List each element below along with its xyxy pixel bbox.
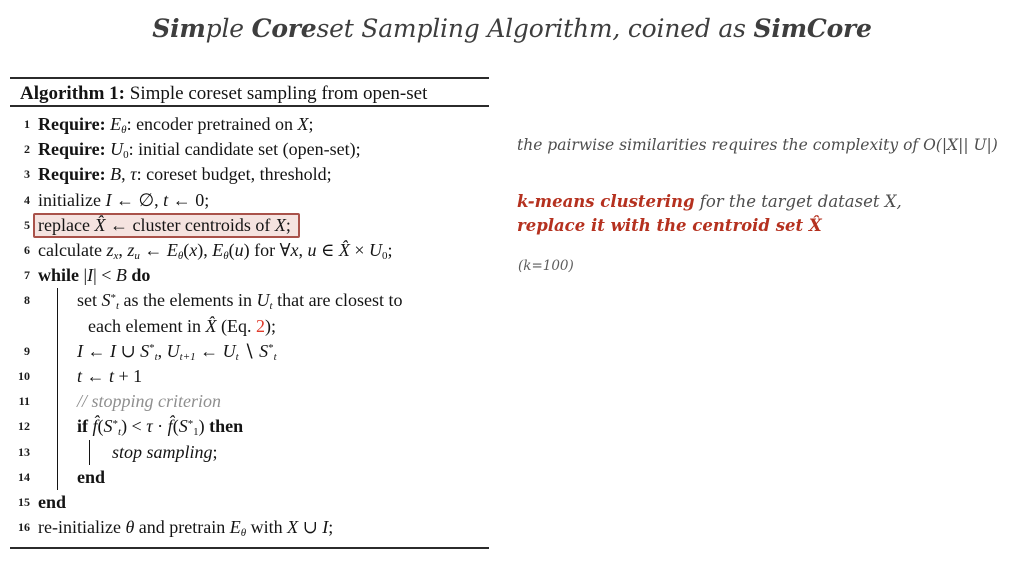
algo-line-3: [10, 162, 489, 187]
text-segment: ): [198, 416, 210, 437]
text-segment: Simple coreset sampling from open-set: [129, 83, 428, 104]
text-segment: Algorithm 1:: [20, 83, 130, 104]
text-segment: set Sampling Algorithm, coined as: [316, 14, 754, 43]
text-segment: for the target dataset X,: [694, 192, 902, 211]
text-segment: ←: [195, 340, 223, 361]
block-indent-bar: [57, 440, 489, 465]
line-number: 7: [24, 268, 30, 283]
text-segment: Core: [251, 14, 317, 43]
line-number: 1: [24, 117, 30, 131]
line-number: 14: [18, 469, 30, 484]
text-segment: f̂: [92, 416, 98, 437]
text-segment: ;: [328, 517, 334, 538]
text-segment: X: [274, 214, 286, 235]
text-segment: + 1: [114, 366, 143, 387]
text-segment: end: [77, 466, 106, 487]
algo-line-16: [10, 515, 489, 540]
text-segment: I: [87, 265, 94, 286]
line-content: [38, 263, 489, 288]
text-segment: τ: [146, 416, 153, 437]
algo-line-12: [10, 414, 489, 439]
algo-line-7: [10, 263, 489, 288]
annotation-kmeans: [517, 190, 902, 237]
algo-line-cont: [10, 314, 489, 339]
line-number: 6: [24, 243, 30, 258]
slide-title: [0, 14, 1024, 43]
text-segment: B: [110, 164, 122, 185]
text-segment: re-initialize: [38, 517, 126, 538]
line-number: 5: [24, 217, 30, 232]
text-segment: E: [110, 114, 122, 134]
algo-line-6: [10, 238, 489, 263]
text-segment: ← ∅,: [111, 189, 164, 210]
text-segment: ;: [285, 214, 291, 235]
text-segment: x: [290, 240, 299, 261]
block-indent-bar: [57, 389, 489, 414]
text-segment: SimCore: [753, 14, 872, 43]
text-segment: X: [287, 517, 299, 538]
text-segment: x: [189, 240, 198, 261]
text-segment: );: [264, 315, 276, 336]
text-segment: θ: [223, 249, 229, 262]
text-segment: Require:: [38, 114, 111, 134]
line-content: [38, 288, 489, 313]
text-segment: t: [273, 350, 277, 363]
text-segment: ,: [121, 164, 131, 185]
algorithm-figure: [10, 77, 489, 549]
text-segment: end: [38, 492, 67, 513]
text-segment: ;: [212, 441, 218, 462]
text-segment: 2: [255, 315, 265, 336]
text-segment: I: [110, 340, 116, 361]
text-segment: Sim: [152, 14, 206, 43]
block-indent-bar: [57, 465, 489, 490]
text-segment: 0: [381, 249, 388, 262]
line-content: [38, 314, 489, 339]
text-segment: θ: [240, 526, 247, 539]
line-content: [38, 490, 489, 515]
text-segment: ;: [387, 240, 393, 261]
line-number: 9: [24, 343, 30, 358]
line-content: [38, 465, 489, 490]
text-segment: u: [307, 240, 317, 261]
text-segment: t: [269, 300, 273, 313]
annotation-kmeans-line1: [517, 190, 902, 214]
text-segment: // stopping criterion: [77, 391, 221, 412]
algo-line-9: [10, 339, 489, 364]
text-segment: x: [113, 249, 119, 262]
text-segment: as the elements in: [119, 290, 257, 311]
text-segment: 1: [193, 426, 199, 439]
block-indent-bar: [57, 314, 489, 339]
text-segment: ×: [349, 240, 369, 261]
text-segment: ∪: [298, 517, 323, 538]
text-segment: t: [235, 350, 239, 363]
line-content: [38, 389, 489, 414]
line-content: [38, 440, 489, 465]
block-indent-bar: [57, 339, 489, 364]
algo-line-14: [10, 465, 489, 490]
text-segment: U: [222, 340, 236, 361]
algo-line-13: [10, 440, 489, 465]
text-segment: θ: [177, 249, 184, 262]
text-segment: then: [209, 416, 244, 437]
text-segment: ,: [298, 240, 308, 261]
algo-line-11: [10, 389, 489, 414]
line-number: 11: [18, 394, 30, 409]
highlight-box: [33, 213, 300, 239]
text-segment: and pretrain: [134, 517, 230, 538]
algo-line-10: [10, 364, 489, 389]
text-segment: ) for ∀: [243, 240, 291, 261]
text-segment: S: [140, 340, 150, 361]
text-segment: : initial candidate set (open-set);: [128, 139, 361, 160]
text-segment: that are closest to: [272, 290, 403, 311]
text-segment: ;: [308, 114, 314, 134]
text-segment: u: [134, 249, 140, 262]
text-segment: (: [183, 240, 190, 261]
text-segment: |: [83, 265, 88, 286]
text-segment: U: [368, 240, 382, 261]
line-content: [38, 137, 489, 162]
block-indent-bar: [57, 414, 489, 439]
text-segment: Require:: [38, 139, 111, 160]
text-segment: k-means clustering: [517, 192, 695, 211]
text-segment: X̂: [338, 240, 350, 261]
text-segment: z: [106, 240, 114, 261]
text-segment: ← cluster centroids of: [105, 214, 275, 235]
text-segment: τ: [130, 164, 137, 185]
text-segment: ),: [197, 240, 213, 261]
line-content: [38, 339, 489, 364]
text-segment: each element in: [88, 315, 206, 336]
line-number: 8: [24, 293, 30, 308]
block-indent-bar: [57, 364, 489, 389]
text-segment: t: [109, 366, 115, 387]
line-number: 10: [18, 369, 30, 384]
text-segment: *: [149, 342, 155, 355]
text-segment: E: [229, 517, 241, 538]
algo-line-5: [10, 213, 489, 238]
line-number: [10, 314, 30, 339]
text-segment: S: [178, 416, 188, 437]
text-segment: S: [259, 340, 269, 361]
line-content: [38, 188, 489, 213]
text-segment: replace it with the centroid set X̂: [517, 215, 822, 235]
text-segment: ) <: [121, 416, 147, 437]
text-segment: I: [77, 340, 83, 361]
line-number: 12: [18, 419, 30, 434]
text-segment: t: [154, 350, 158, 363]
text-segment: U: [166, 340, 180, 361]
text-segment: ,: [157, 340, 167, 361]
text-segment: stop sampling: [112, 441, 213, 462]
line-content: [38, 364, 489, 389]
text-segment: z: [127, 240, 135, 261]
text-segment: B: [115, 265, 127, 286]
text-segment: ∖: [238, 340, 260, 361]
text-segment: *: [112, 417, 118, 430]
line-number: 16: [18, 520, 30, 535]
text-segment: ple: [205, 14, 252, 43]
text-segment: ←: [82, 366, 110, 387]
text-segment: ·: [152, 416, 168, 437]
text-segment: U: [110, 139, 124, 160]
text-segment: *: [187, 417, 194, 430]
text-segment: t: [118, 426, 122, 439]
text-segment: I: [322, 517, 329, 538]
line-content: [38, 213, 489, 238]
text-segment: E: [212, 240, 224, 261]
text-segment: ← 0;: [168, 189, 210, 210]
block-indent-bar: [89, 440, 489, 465]
text-segment: 0: [123, 148, 129, 161]
algo-line-8: [10, 288, 489, 313]
text-segment: (Eq.: [216, 315, 256, 336]
annotation-kmeans-line2: [517, 214, 902, 238]
text-segment: θ: [125, 517, 135, 538]
text-segment: do: [126, 265, 151, 286]
text-segment: (: [172, 416, 179, 437]
line-number: 13: [18, 444, 30, 459]
text-segment: | <: [93, 265, 116, 286]
line-content: [38, 112, 489, 137]
text-segment: X̂: [205, 315, 217, 336]
text-segment: : coreset budget, threshold;: [136, 164, 332, 185]
text-segment: t+1: [179, 350, 196, 363]
text-segment: U: [256, 290, 270, 311]
text-segment: initialize: [38, 189, 106, 210]
line-content: [38, 414, 489, 439]
algo-line-15: [10, 490, 489, 515]
text-segment: if: [77, 416, 93, 437]
algo-line-4: [10, 188, 489, 213]
text-segment: ←: [139, 240, 167, 261]
text-segment: f̂: [167, 416, 173, 437]
text-segment: (: [97, 416, 104, 437]
line-content: [38, 238, 489, 263]
text-segment: *: [268, 342, 274, 355]
annotation-complexity: the pairwise similarities requires the complexity of O(|X|| U|): [517, 136, 998, 154]
text-segment: t: [115, 300, 120, 313]
line-number: 15: [18, 495, 30, 510]
line-number: 3: [24, 167, 30, 182]
text-segment: : encoder pretrained on: [126, 114, 298, 134]
text-segment: ←: [83, 340, 110, 361]
text-segment: θ: [121, 123, 127, 136]
text-segment: calculate: [38, 240, 107, 261]
algorithm-caption: [10, 77, 489, 107]
text-segment: (: [228, 240, 235, 261]
text-segment: ,: [118, 240, 128, 261]
text-segment: ∪: [116, 340, 141, 361]
text-segment: *: [110, 291, 116, 304]
algo-lines: [10, 107, 489, 549]
annotation-k-value: (k=100): [518, 258, 574, 274]
text-segment: while: [38, 265, 84, 286]
text-segment: u: [234, 240, 244, 261]
block-indent-bar: [57, 288, 489, 313]
text-segment: with: [246, 517, 288, 538]
algo-line-1: [10, 112, 489, 137]
text-segment: set: [77, 290, 102, 311]
text-segment: S: [103, 416, 113, 437]
text-segment: I: [105, 189, 112, 210]
line-number: 2: [24, 142, 30, 157]
text-segment: E: [166, 240, 178, 261]
line-content: [38, 515, 489, 540]
text-segment: ∈: [316, 240, 339, 261]
text-segment: S: [101, 290, 111, 311]
text-segment: X: [297, 114, 309, 134]
text-segment: t: [163, 189, 169, 210]
text-segment: replace: [38, 214, 95, 235]
line-number: 4: [24, 192, 30, 207]
text-segment: X̂: [94, 214, 106, 235]
algo-line-2: [10, 137, 489, 162]
text-segment: t: [77, 366, 83, 387]
line-content: [38, 162, 489, 187]
text-segment: Require:: [38, 164, 111, 185]
